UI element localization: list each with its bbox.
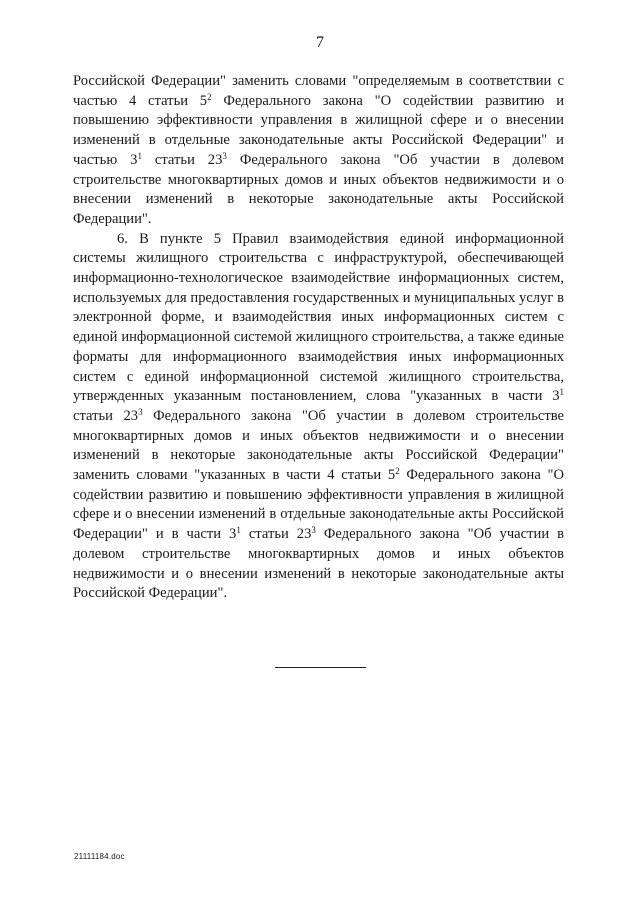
end-divider-line bbox=[275, 667, 366, 668]
text-run: Федерального закона "Об участии в долевом строительстве многоквартирных домов и иных объектов недвижимости и о внесении изменений в некоторые законодательные акты Российской Федерации". bbox=[73, 526, 565, 602]
document-file-code: 21111184.doc bbox=[74, 852, 125, 861]
paragraph-continuation bbox=[73, 72, 564, 230]
superscript: 1 bbox=[236, 525, 241, 536]
text-run: статьи 23 bbox=[141, 151, 223, 168]
text-run: статьи 23 bbox=[240, 526, 312, 543]
superscript: 2 bbox=[207, 91, 212, 102]
text-run: Федерального закона "Об участии в долевом строительстве многоквартирных домов и иных объектов недвижимости и о внесении изменений в некоторые законодательные акты Российской Федерации" заменить словами "указанных в части 4 статьи 5 bbox=[73, 407, 564, 484]
superscript: 1 bbox=[559, 387, 564, 398]
text-run: статьи 23 bbox=[73, 407, 139, 424]
text-run: Российской Федерации" заменить словами "определяемым в соответствии с частью 4 статьи 5 bbox=[73, 73, 564, 109]
superscript: 3 bbox=[222, 150, 227, 161]
superscript: 1 bbox=[137, 150, 142, 161]
text-run: Федерального закона "Об участии в долевом строительстве многоквартирных домов и иных объектов недвижимости и о внесении изменений в некоторые законодательные акты Российской Федерации". bbox=[73, 151, 564, 227]
text-run: 6. В пункте 5 Правил взаимодействия единой информационной системы жилищного строительства с инфраструктурой, обеспечивающей информационно-технологическое взаимодействие информационных систем, используемых для предоставления государственных и муниципальных услуг в электронной форме, и взаимодействия иных информационных систем с единой информационной системой жилищного строительства, а также единые форматы для информационного взаимодействия иных информационных систем с единой информационной системой жилищного строительства, утвержденных указанным постановлением, слова "указанных в части 3 bbox=[73, 230, 564, 405]
superscript: 3 bbox=[311, 525, 316, 536]
superscript: 2 bbox=[395, 466, 400, 477]
paragraph-item-6 bbox=[73, 230, 564, 604]
document-body bbox=[73, 72, 564, 604]
superscript: 3 bbox=[138, 406, 143, 417]
text-run: Федерального закона "О содействии развитию и повышению эффективности управления в жилищной сфере и о внесении изменений в отдельные законодательные акты Российской Федерации" и в части 3 bbox=[73, 467, 564, 543]
page-number: 7 bbox=[316, 34, 324, 51]
text-run: Федерального закона "О содействии развитию и повышению эффективности управления в жилищной сфере и о внесении изменений в отдельные законодательные акты Российской Федерации" и частью 3 bbox=[73, 92, 564, 168]
